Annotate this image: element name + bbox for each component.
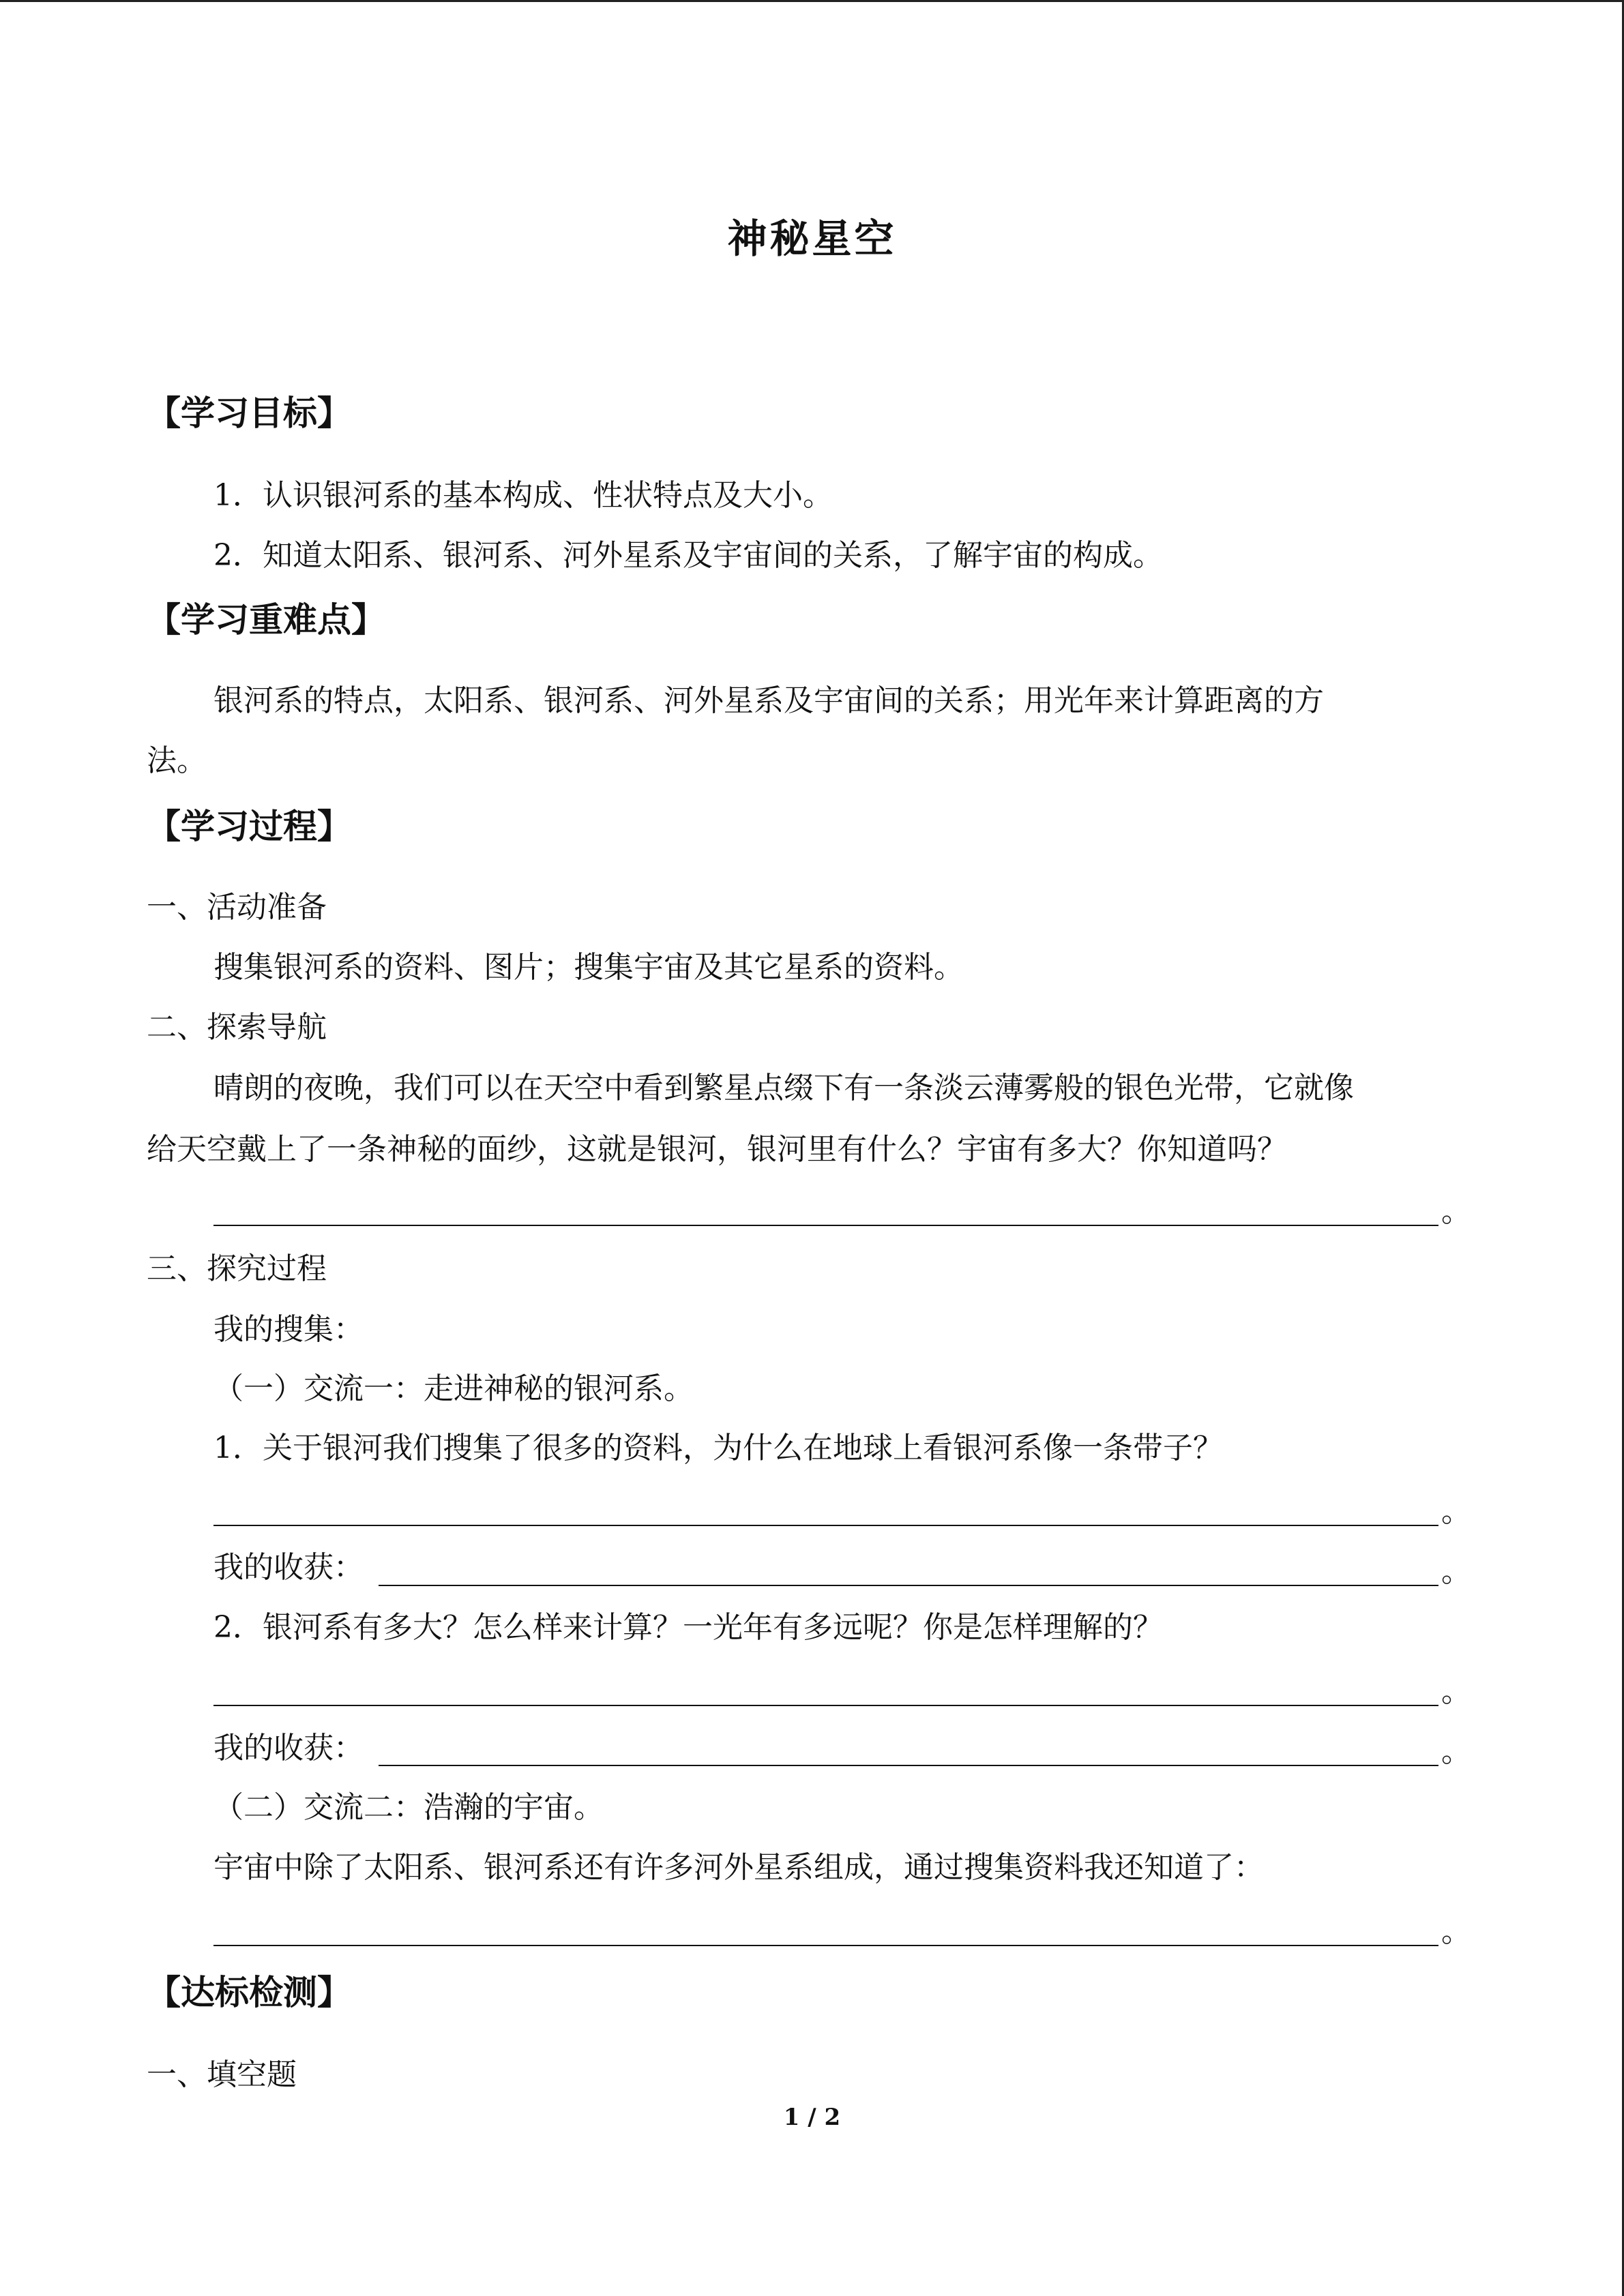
page-number: 1 / 2 <box>783 2104 841 2131</box>
activity-prep-text: 搜集银河系的资料、图片；搜集宇宙及其它星系的资料。 <box>213 950 964 985</box>
answer-blank-3[interactable] <box>213 1705 1438 1706</box>
explore-nav-line-2: 给天空戴上了一条神秘的面纱，这就是银河，银河里有什么？宇宙有多大？你知道吗？ <box>147 1132 1287 1167</box>
inquiry-title: 三、探究过程 <box>147 1251 327 1286</box>
blank-end-1: 。 <box>1441 1194 1471 1229</box>
key-points-heading: 【学习重难点】 <box>147 600 385 640</box>
blank-end-4: 。 <box>1441 1674 1471 1709</box>
universe-text: 宇宙中除了太阳系、银河系还有许多河外星系组成，通过搜集资料我还知道了： <box>213 1850 1264 1885</box>
blank-end-5: 。 <box>1441 1734 1471 1769</box>
blank-end-3: 。 <box>1441 1554 1471 1589</box>
answer-blank-2[interactable] <box>213 1525 1438 1526</box>
harvest-label-2: 我的收获： <box>213 1731 364 1765</box>
explore-nav-line-1: 晴朗的夜晚，我们可以在天空中看到繁星点缀下有一条淡云薄雾般的银色光带，它就像 <box>213 1071 1354 1105</box>
key-points-line-1: 银河系的特点，太阳系、银河系、河外星系及宇宙间的关系；用光年来计算距离的方 <box>213 683 1324 718</box>
goal-item-1: 1．认识银河系的基本构成、性状特点及大小。 <box>213 478 833 513</box>
process-heading: 【学习过程】 <box>147 807 351 846</box>
exchange-1-title: （一）交流一：走进神秘的银河系。 <box>213 1371 694 1406</box>
exchange-2-title: （二）交流二：浩瀚的宇宙。 <box>213 1790 604 1825</box>
fill-blank-title: 一、填空题 <box>147 2057 297 2092</box>
harvest-blank-2[interactable] <box>379 1765 1438 1766</box>
goal-item-2: 2．知道太阳系、银河系、河外星系及宇宙间的关系，了解宇宙的构成。 <box>213 538 1163 573</box>
blank-end-6: 。 <box>1441 1914 1471 1949</box>
blank-end-2: 。 <box>1441 1494 1471 1529</box>
answer-blank-1[interactable] <box>213 1225 1438 1226</box>
answer-blank-4[interactable] <box>213 1945 1438 1946</box>
key-points-line-2: 法。 <box>147 743 207 778</box>
question-1: 1．关于银河我们搜集了很多的资料，为什么在地球上看银河系像一条带子？ <box>213 1431 1223 1465</box>
harvest-blank-1[interactable] <box>379 1585 1438 1586</box>
goals-heading: 【学习目标】 <box>147 393 351 433</box>
activity-prep-title: 一、活动准备 <box>147 890 327 925</box>
my-collection-label: 我的搜集： <box>213 1312 364 1347</box>
page-title: 神秘星空 <box>727 215 897 262</box>
harvest-label-1: 我的收获： <box>213 1550 364 1585</box>
question-2: 2．银河系有多大？怎么样来计算？一光年有多远呢？你是怎样理解的？ <box>213 1610 1163 1645</box>
assessment-heading: 【达标检测】 <box>147 1973 351 2012</box>
explore-nav-title: 二、探索导航 <box>147 1010 327 1045</box>
